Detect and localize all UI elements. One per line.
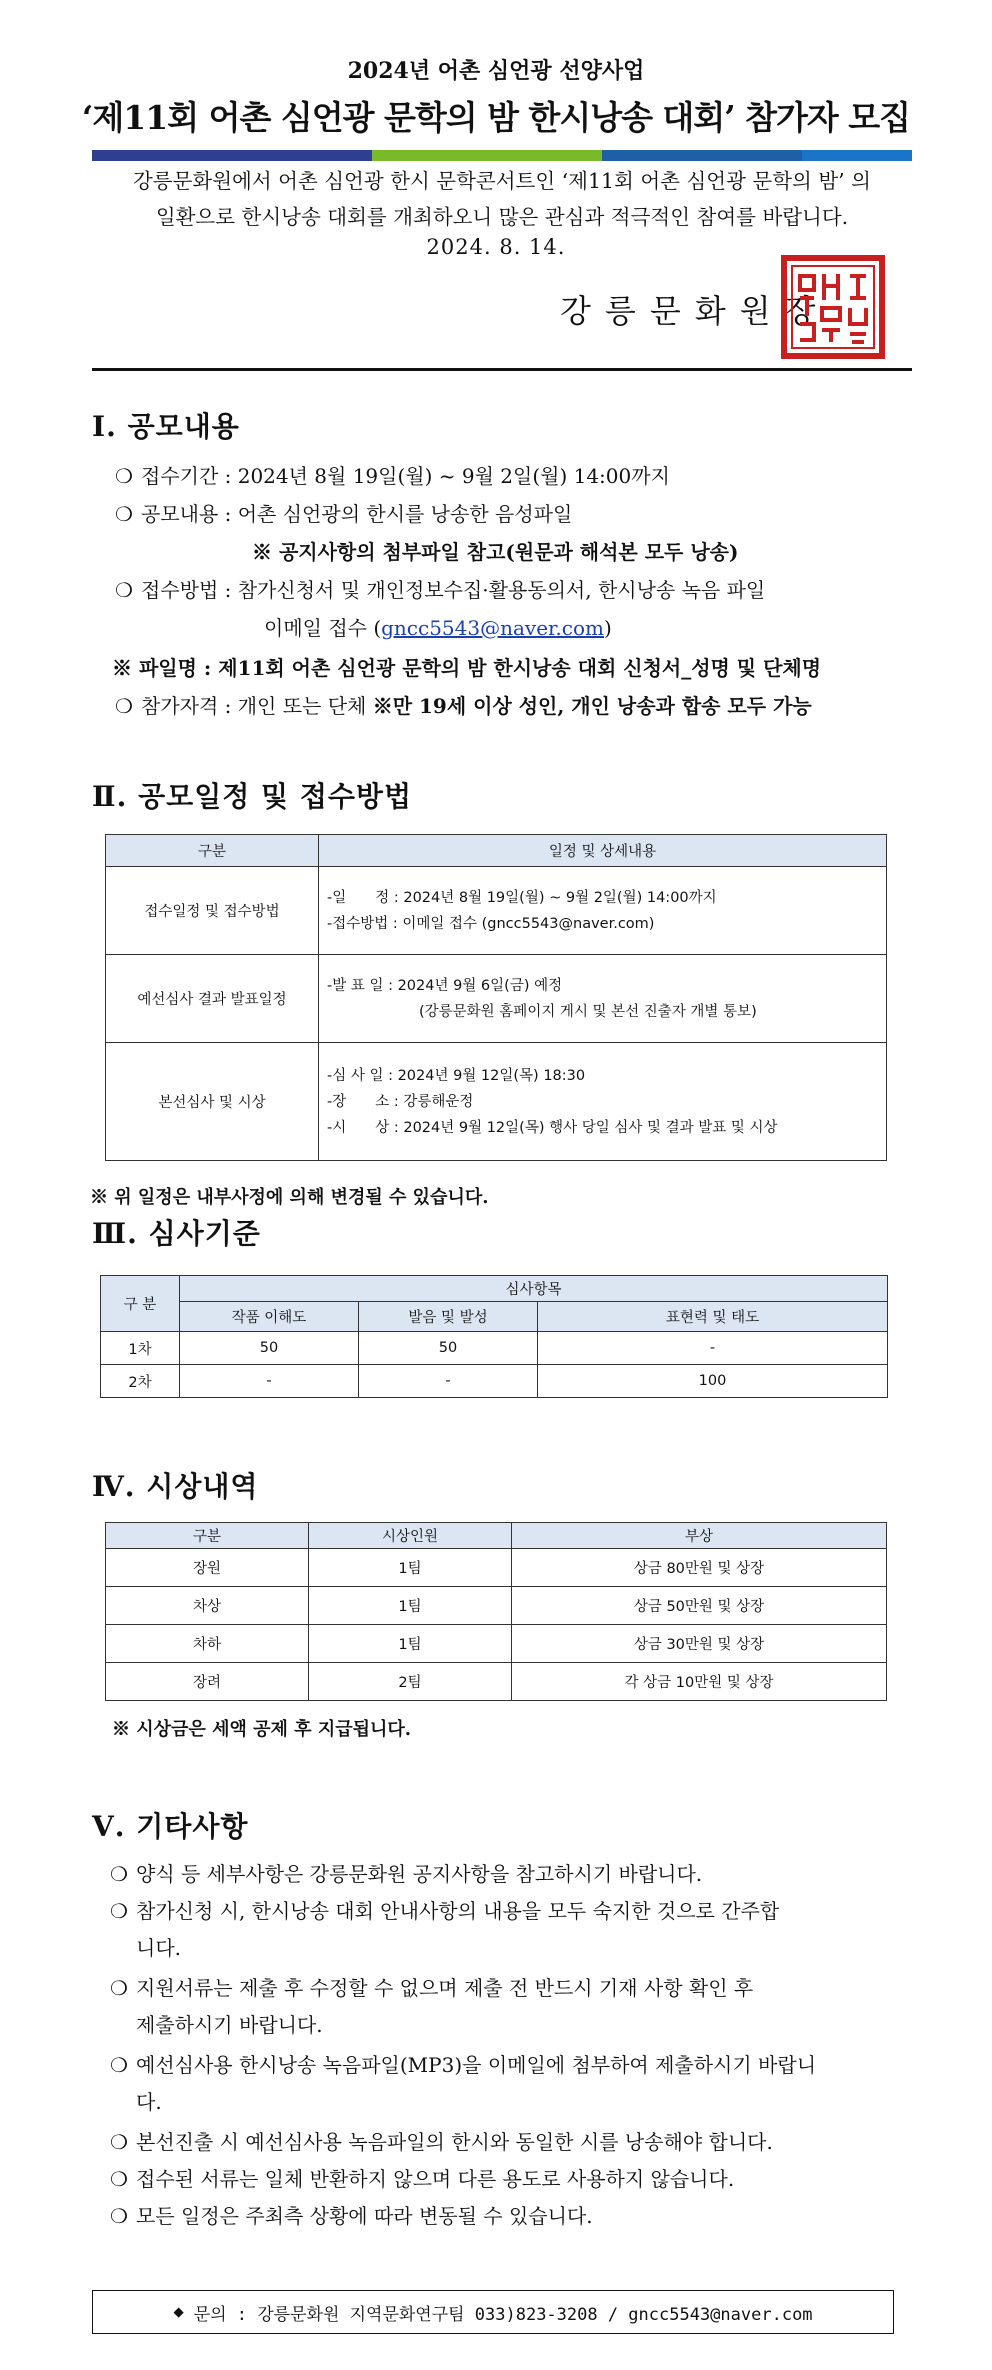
- table-row: [101, 1332, 888, 1365]
- cell-line: -시 상 : 2024년 9월 12일(목) 행사 당일 심사 및 결과 발표 및 시상: [327, 1119, 778, 1136]
- table-header: 부상: [512, 1523, 887, 1549]
- contact-box: [92, 2290, 894, 2334]
- list-item-text: 양식 등 세부사항은 강릉문화원 공지사항을 참고하시기 바랍니다.: [136, 1862, 703, 1886]
- list-item: [110, 2163, 734, 2192]
- list-item: [110, 1972, 753, 2001]
- section-title-5: Ⅴ. 기타사항: [92, 1810, 249, 1843]
- table-row: [106, 1625, 887, 1663]
- circle-bullet-icon: ❍: [110, 2167, 128, 2191]
- list-item: [115, 690, 812, 719]
- table-cell: 1차: [101, 1332, 180, 1365]
- intro-text: [92, 163, 912, 235]
- circle-bullet-icon: ❍: [115, 694, 133, 718]
- table-header: 작품 이해도: [180, 1302, 359, 1332]
- color-bar-segment: [802, 150, 912, 161]
- table-row: [106, 867, 887, 955]
- circle-bullet-icon: ❍: [115, 464, 133, 488]
- table-cell: 예선심사 결과 발표일정: [106, 955, 319, 1043]
- table-cell: -: [180, 1365, 359, 1398]
- list-item: [110, 2049, 816, 2078]
- email-link[interactable]: gncc5543@naver.com: [381, 616, 604, 640]
- cell-line: -장 소 : 강릉해운정: [327, 1093, 474, 1110]
- list-item-text: 공모내용 : 어촌 심언광의 한시를 낭송한 음성파일: [141, 502, 573, 526]
- cell-line: -접수방법 : 이메일 접수 (gncc5543@naver.com): [327, 915, 655, 932]
- table-cell: 차하: [106, 1625, 309, 1663]
- table-cell: 1팀: [309, 1549, 512, 1587]
- header-divider: [92, 368, 912, 371]
- schedule-change-note: ※ 위 일정은 내부사정에 의해 변경될 수 있습니다.: [90, 1187, 489, 1208]
- table-cell: -: [538, 1332, 888, 1365]
- table-cell: 장원: [106, 1549, 309, 1587]
- table-cell: 각 상금 10만원 및 상장: [512, 1663, 887, 1701]
- filename-note: ※ 파일명 : 제11회 어촌 심언광 문학의 밤 한시낭송 대회 신청서_성명 및 단체명: [112, 656, 822, 680]
- list-item: [110, 2200, 593, 2229]
- section-title-1: Ⅰ. 공모내용: [92, 410, 240, 443]
- table-row: [106, 1043, 887, 1161]
- table-cell: 접수일정 및 접수방법: [106, 867, 319, 955]
- table-cell: 차상: [106, 1587, 309, 1625]
- email-line: [264, 612, 612, 641]
- list-item-text: 지원서류는 제출 후 수정할 수 없으며 제출 전 반드시 기재 사항 확인 후: [136, 1976, 754, 2000]
- list-item: [115, 574, 765, 603]
- color-bar: [92, 150, 912, 161]
- table-header: 심사항목: [180, 1276, 888, 1302]
- criteria-table: [100, 1275, 888, 1398]
- list-item-text: 본선진출 시 예선심사용 녹음파일의 한시와 동일한 시를 낭송해야 합니다.: [136, 2130, 773, 2154]
- table-cell: [319, 867, 887, 955]
- table-cell: 본선심사 및 시상: [106, 1043, 319, 1161]
- section-title-3: Ⅲ. 심사기준: [92, 1217, 261, 1250]
- table-header: 구분: [106, 1523, 309, 1549]
- list-item-text: 참가신청 시, 한시낭송 대회 안내사항의 내용을 모두 숙지한 것으로 간주합: [136, 1899, 780, 1923]
- page-title: ‘제11회 어촌 심언광 문학의 밤 한시낭송 대회’ 참가자 모집: [81, 98, 911, 137]
- schedule-table: [105, 834, 887, 1161]
- table-cell: 상금 80만원 및 상장: [512, 1549, 887, 1587]
- table-row: [106, 955, 887, 1043]
- list-item: [110, 2126, 773, 2155]
- list-item-text: 접수기간 : 2024년 8월 19일(월) ~ 9월 2일(월) 14:00까지: [141, 464, 670, 488]
- table-header: 일정 및 상세내용: [319, 835, 887, 867]
- table-header: 시상인원: [309, 1523, 512, 1549]
- project-overline: 2024년 어촌 심언광 선양사업: [347, 58, 645, 84]
- table-row: [106, 1549, 887, 1587]
- table-row: [101, 1365, 888, 1398]
- table-cell: [319, 955, 887, 1043]
- contact-text: 문의 : 강릉문화원 지역문화연구팀 033)823-3208 / gncc5543@naver.com: [193, 2304, 813, 2325]
- table-cell: 50: [359, 1332, 538, 1365]
- list-item-text: 참가자격 : 개인 또는 단체: [141, 694, 373, 718]
- table-cell: 50: [180, 1332, 359, 1365]
- section-title-2: Ⅱ. 공모일정 및 접수방법: [92, 780, 413, 813]
- list-item-text: 예선심사용 한시낭송 녹음파일(MP3)을 이메일에 첨부하여 제출하시기 바랍니: [136, 2053, 817, 2077]
- circle-bullet-icon: ❍: [110, 1862, 128, 1886]
- table-header: 구분: [106, 835, 319, 867]
- table-cell: 상금 30만원 및 상장: [512, 1625, 887, 1663]
- circle-bullet-icon: ❍: [115, 502, 133, 526]
- color-bar-segment: [92, 150, 372, 161]
- section-title-4: Ⅳ. 시상내역: [92, 1470, 259, 1503]
- circle-bullet-icon: ❍: [110, 1976, 128, 2000]
- circle-bullet-icon: ❍: [115, 578, 133, 602]
- table-header: 발음 및 발성: [359, 1302, 538, 1332]
- table-cell: [319, 1043, 887, 1161]
- list-item: [110, 1895, 779, 1924]
- color-bar-segment: [372, 150, 602, 161]
- table-cell: 100: [538, 1365, 888, 1398]
- cell-line: (강릉문화원 홈페이지 게시 및 본선 진출자 개별 통보): [419, 1003, 757, 1020]
- table-cell: 1팀: [309, 1625, 512, 1663]
- cell-line: -심 사 일 : 2024년 9월 12일(목) 18:30: [327, 1067, 586, 1084]
- tax-note: ※ 시상금은 세액 공제 후 지급됩니다.: [112, 1719, 412, 1740]
- cell-line: -일 정 : 2024년 8월 19일(월) ~ 9월 2일(월) 14:00까지: [327, 889, 717, 906]
- list-item-text: 접수방법 : 참가신청서 및 개인정보수집·활용동의서, 한시낭송 녹음 파일: [141, 578, 766, 602]
- intro-line: 일환으로 한시낭송 대회를 개최하오니 많은 관심과 적극적인 참여를 바랍니다.: [155, 205, 849, 229]
- table-row: [106, 1587, 887, 1625]
- list-item-continuation: 니다.: [136, 1936, 181, 1960]
- organization-name: 강릉문화원장: [560, 292, 830, 330]
- table-row: [106, 1663, 887, 1701]
- color-bar-segment: [602, 150, 802, 161]
- table-cell: 상금 50만원 및 상장: [512, 1587, 887, 1625]
- table-cell: 2팀: [309, 1663, 512, 1701]
- cell-line: -발 표 일 : 2024년 9월 6일(금) 예정: [327, 977, 563, 994]
- eligibility-note: ※만 19세 이상 성인, 개인 낭송과 합송 모두 가능: [372, 694, 812, 718]
- email-prefix: 이메일 접수 (: [264, 616, 382, 640]
- diamond-bullet-icon: ◆: [173, 2302, 184, 2322]
- list-item-text: 모든 일정은 주최측 상황에 따라 변동될 수 있습니다.: [136, 2204, 593, 2228]
- table-cell: -: [359, 1365, 538, 1398]
- circle-bullet-icon: ❍: [110, 2130, 128, 2154]
- circle-bullet-icon: ❍: [110, 2204, 128, 2228]
- attachment-note: ※ 공지사항의 첨부파일 참고(원문과 해석본 모두 낭송): [252, 540, 739, 564]
- notice-date: 2024. 8. 14.: [426, 235, 566, 259]
- awards-table: [105, 1522, 887, 1701]
- list-item-continuation: 다.: [136, 2090, 162, 2114]
- table-cell: 1팀: [309, 1587, 512, 1625]
- list-item: [115, 498, 572, 527]
- circle-bullet-icon: ❍: [110, 2053, 128, 2077]
- list-item: [110, 1858, 702, 1887]
- official-seal-stamp: [776, 250, 890, 364]
- email-suffix: ): [603, 616, 612, 640]
- list-item: [115, 460, 670, 489]
- intro-line: 강릉문화원에서 어촌 심언광 한시 문학콘서트인 ‘제11회 어촌 심언광 문학의 밤’ 의: [133, 169, 871, 193]
- circle-bullet-icon: ❍: [110, 1899, 128, 1923]
- table-cell: 2차: [101, 1365, 180, 1398]
- table-cell: 장려: [106, 1663, 309, 1701]
- list-item-continuation: 제출하시기 바랍니다.: [136, 2013, 323, 2037]
- table-header: 표현력 및 태도: [538, 1302, 888, 1332]
- list-item-text: 접수된 서류는 일체 반환하지 않으며 다른 용도로 사용하지 않습니다.: [136, 2167, 735, 2191]
- table-header: 구 분: [101, 1276, 180, 1332]
